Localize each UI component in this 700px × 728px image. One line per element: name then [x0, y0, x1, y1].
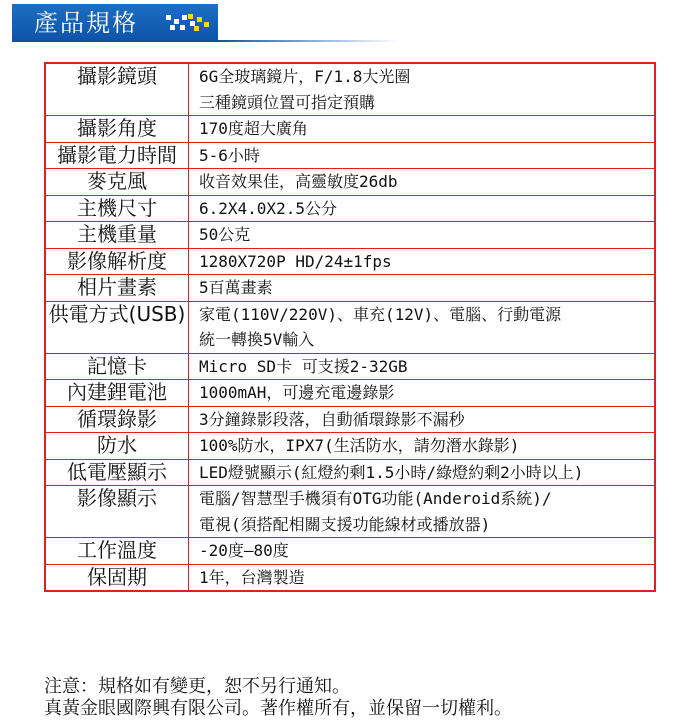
spec-row	[45, 459, 655, 486]
notice-text: 注意：規格如有變更，恕不另行通知。	[44, 676, 350, 697]
spec-value-line: 6G全玻璃鏡片，F/1.8大光圈	[199, 67, 411, 86]
spec-value-line: 3分鐘錄影段落，自動循環錄影不漏秒	[199, 409, 465, 429]
spec-value-line: 1000mAH，可邊充電邊錄影	[199, 383, 395, 402]
spec-row	[45, 380, 655, 407]
spec-label: 相片畫素	[45, 275, 189, 302]
spec-value-line: 50公克	[199, 225, 251, 244]
spec-value-line: 統一轉換5V輸入	[199, 330, 315, 349]
page-title: 產品規格	[34, 9, 138, 37]
spec-value	[189, 248, 656, 275]
spec-row	[45, 353, 655, 380]
spec-value-line: 家電(110V/220V)、車充(12V)、電腦、行動電源	[199, 304, 562, 324]
spec-row	[45, 248, 655, 275]
spec-label: 保固期	[45, 564, 189, 591]
spec-label: 影像顯示	[45, 486, 189, 538]
spec-label: 供電方式(USB)	[45, 301, 189, 353]
spec-label: 影像解析度	[45, 248, 189, 275]
spec-value	[189, 195, 656, 222]
spec-value-line: 1280X720P HD/24±1fps	[199, 251, 392, 271]
spec-value-line: 電視(須搭配相關支援功能線材或播放器)	[199, 514, 491, 534]
spec-row	[45, 301, 655, 353]
spec-row	[45, 142, 655, 169]
spec-value-line: 5-6小時	[199, 145, 260, 165]
spec-label: 攝影角度	[45, 116, 189, 143]
spec-value	[189, 142, 656, 169]
spec-label: 工作溫度	[45, 538, 189, 565]
spec-value-line: -20度—80度	[199, 541, 289, 560]
spec-value-line: 收音效果佳，高靈敏度26db	[199, 172, 398, 191]
spec-label: 主機尺寸	[45, 195, 189, 222]
spec-row	[45, 195, 655, 222]
spec-value-line: 5百萬畫素	[199, 278, 273, 297]
spec-value	[189, 380, 656, 407]
spec-label: 攝影鏡頭	[45, 63, 189, 116]
spec-row	[45, 169, 655, 196]
footer-notes	[44, 676, 512, 720]
spec-label: 循環錄影	[45, 406, 189, 433]
spec-value	[189, 63, 656, 116]
spec-label: 攝影電力時間	[45, 142, 189, 169]
spec-value	[189, 275, 656, 302]
spec-value	[189, 169, 656, 196]
spec-value	[189, 564, 656, 591]
spec-row	[45, 538, 655, 565]
spec-value-line: 1年，台灣製造	[199, 567, 305, 587]
spec-row	[45, 222, 655, 249]
spec-label: 麥克風	[45, 169, 189, 196]
spec-label: 主機重量	[45, 222, 189, 249]
spec-value	[189, 433, 656, 460]
spec-label: 內建鋰電池	[45, 380, 189, 407]
spec-value-line: 170度超大廣角	[199, 119, 308, 138]
spec-value	[189, 486, 656, 538]
spec-row	[45, 564, 655, 591]
spec-value-line: 100%防水，IPX7(生活防水，請勿潛水錄影)	[199, 436, 520, 455]
spec-value-line: Micro SD卡 可支援2-32GB	[199, 356, 408, 376]
spec-label: 防水	[45, 433, 189, 460]
spec-value-line: 電腦/智慧型手機須有OTG功能(Anderoid系統)/	[199, 489, 552, 508]
section-header	[0, 0, 700, 46]
spec-value	[189, 538, 656, 565]
spec-value	[189, 459, 656, 486]
spec-value-line: LED燈號顯示(紅燈約剩1.5小時/綠燈約剩2小時以上)	[199, 462, 584, 482]
spec-label: 低電壓顯示	[45, 459, 189, 486]
spec-row	[45, 63, 655, 116]
spec-value	[189, 116, 656, 143]
title-underline	[218, 40, 398, 42]
spec-value	[189, 406, 656, 433]
title-banner	[12, 4, 218, 42]
spec-row	[45, 116, 655, 143]
spec-row	[45, 275, 655, 302]
spec-row	[45, 433, 655, 460]
spec-value-line: 6.2X4.0X2.5公分	[199, 198, 337, 218]
copyright-text: 真黃金眼國際興有限公司。著作權所有，並保留一切權利。	[44, 698, 512, 719]
spec-value	[189, 301, 656, 353]
spec-row	[45, 486, 655, 538]
spec-value-line: 三種鏡頭位置可指定預購	[199, 92, 376, 112]
spec-value	[189, 353, 656, 380]
spec-row	[45, 406, 655, 433]
spec-table	[44, 62, 656, 592]
spec-value	[189, 222, 656, 249]
dots-decoration-icon	[164, 13, 214, 33]
spec-label: 記憶卡	[45, 353, 189, 380]
